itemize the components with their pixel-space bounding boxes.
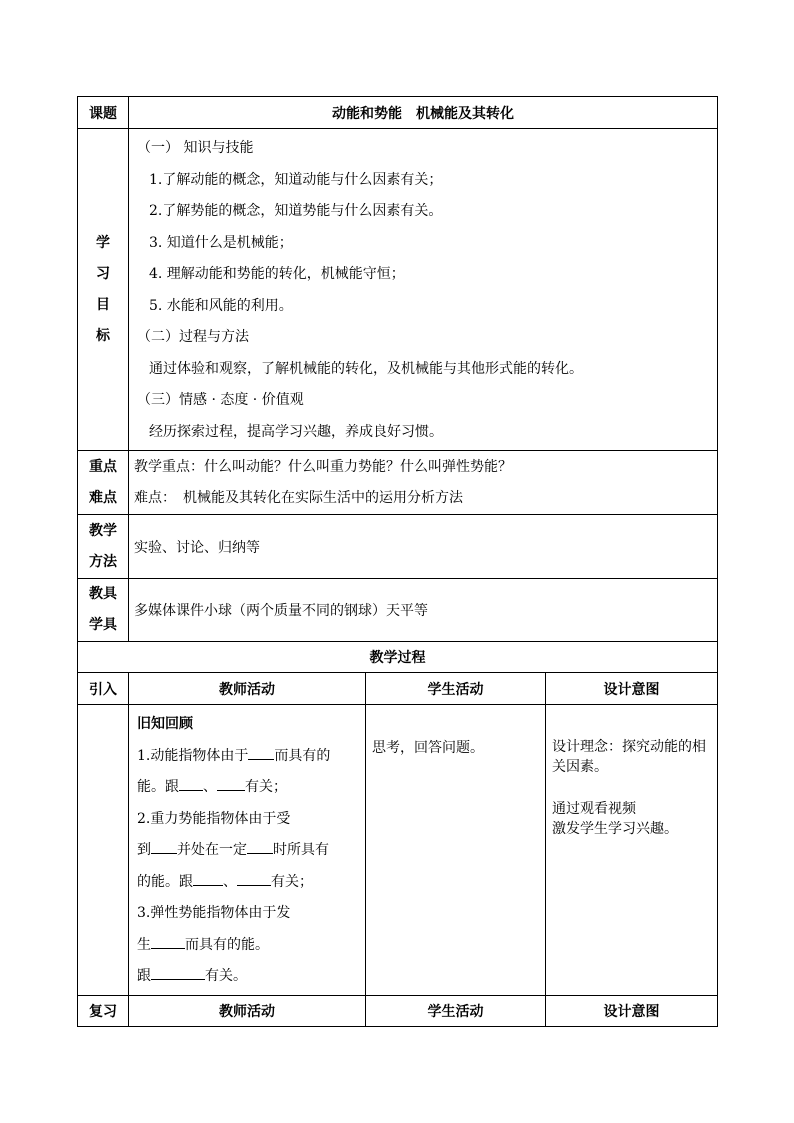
lesson-plan-table	[77, 96, 718, 1027]
goal-section-2: （二）过程与方法	[137, 329, 249, 345]
tools-row	[78, 579, 718, 642]
fill-blank[interactable]	[151, 934, 185, 949]
teacher-activity	[129, 705, 366, 996]
question-2-cont: 的能。跟 、 有关；	[137, 867, 359, 899]
goals-content	[129, 129, 718, 451]
col-design: 设计意图	[546, 995, 718, 1026]
student-activity: 思考，回答问题。	[366, 705, 546, 996]
question-1: 1.动能指物体由于 而具有的	[137, 741, 359, 773]
col-student: 学生活动	[366, 995, 546, 1026]
review-content-row	[78, 705, 718, 996]
fill-blank[interactable]	[151, 965, 205, 980]
goals-row	[78, 129, 718, 451]
tools-content: 多媒体课件小球（两个质量不同的钢球）天平等	[129, 579, 718, 642]
fill-blank[interactable]	[248, 745, 274, 760]
key-points-row	[78, 451, 718, 515]
question-3-cont: 生 而具有的能。	[137, 930, 359, 962]
method-label: 教学 方法	[78, 515, 129, 579]
topic-row	[78, 97, 718, 129]
question-2-cont: 到 并处在一定 时所具有	[137, 835, 359, 867]
question-3: 3.弹性势能指物体由于发	[137, 905, 291, 921]
process-title-row	[78, 642, 718, 673]
col-teacher: 教师活动	[129, 673, 366, 705]
topic-label: 课题	[78, 97, 129, 129]
fill-blank[interactable]	[217, 776, 245, 791]
tools-label: 教具 学具	[78, 579, 129, 642]
fill-blank[interactable]	[193, 871, 223, 886]
intro-label: 引入	[78, 673, 129, 705]
review-title: 旧知回顾	[137, 716, 193, 732]
question-1-cont: 能。跟 、 有关；	[137, 772, 359, 804]
goal-item: 2.了解势能的概念，知道势能与什么因素有关。	[149, 203, 443, 219]
goal-item: 1.了解动能的概念，知道动能与什么因素有关；	[149, 171, 443, 188]
col-student: 学生活动	[366, 673, 546, 705]
lesson-title: 动能和势能 机械能及其转化	[129, 97, 718, 129]
goal-item: 4. 理解动能和势能的转化，机械能守恒；	[149, 266, 405, 282]
fill-blank[interactable]	[151, 839, 177, 854]
review-header-row	[78, 995, 718, 1026]
goal-section-1: （一） 知识与技能	[137, 140, 254, 156]
key-points-label: 重点 难点	[78, 451, 129, 515]
design-intent: 设计理念：探究动能的相关因素。 通过观看视频 激发学生学习兴趣。	[546, 705, 718, 996]
question-3-cont: 跟 有关。	[137, 961, 359, 993]
goal-item: 经历探索过程，提高学习兴趣，养成良好习惯。	[149, 423, 443, 440]
col-teacher: 教师活动	[129, 995, 366, 1026]
review-label: 复习	[78, 995, 129, 1026]
question-2: 2.重力势能指物体由于受	[137, 810, 291, 827]
fill-blank[interactable]	[237, 871, 271, 886]
intro-header-row	[78, 673, 718, 705]
goals-label: 学 习 目 标	[78, 129, 129, 451]
method-row	[78, 515, 718, 579]
empty-cell	[78, 705, 129, 996]
goal-item: 5. 水能和风能的利用。	[149, 297, 293, 314]
key-point-line: 教学重点：什么叫动能？什么叫重力势能？什么叫弹性势能？	[134, 458, 512, 475]
goal-section-3: （三）情感 · 态度 · 价值观	[137, 392, 304, 408]
goal-item: 3. 知道什么是机械能；	[149, 234, 293, 251]
fill-blank[interactable]	[247, 839, 273, 854]
fill-blank[interactable]	[179, 776, 203, 791]
process-title: 教学过程	[78, 642, 718, 673]
col-design: 设计意图	[546, 673, 718, 705]
goal-item: 通过体验和观察，了解机械能的转化，及机械能与其他形式能的转化。	[149, 360, 583, 377]
key-points-content	[129, 451, 718, 515]
difficulty-line: 难点： 机械能及其转化在实际生活中的运用分析方法	[134, 489, 463, 506]
method-content: 实验、讨论、归纳等	[129, 515, 718, 579]
